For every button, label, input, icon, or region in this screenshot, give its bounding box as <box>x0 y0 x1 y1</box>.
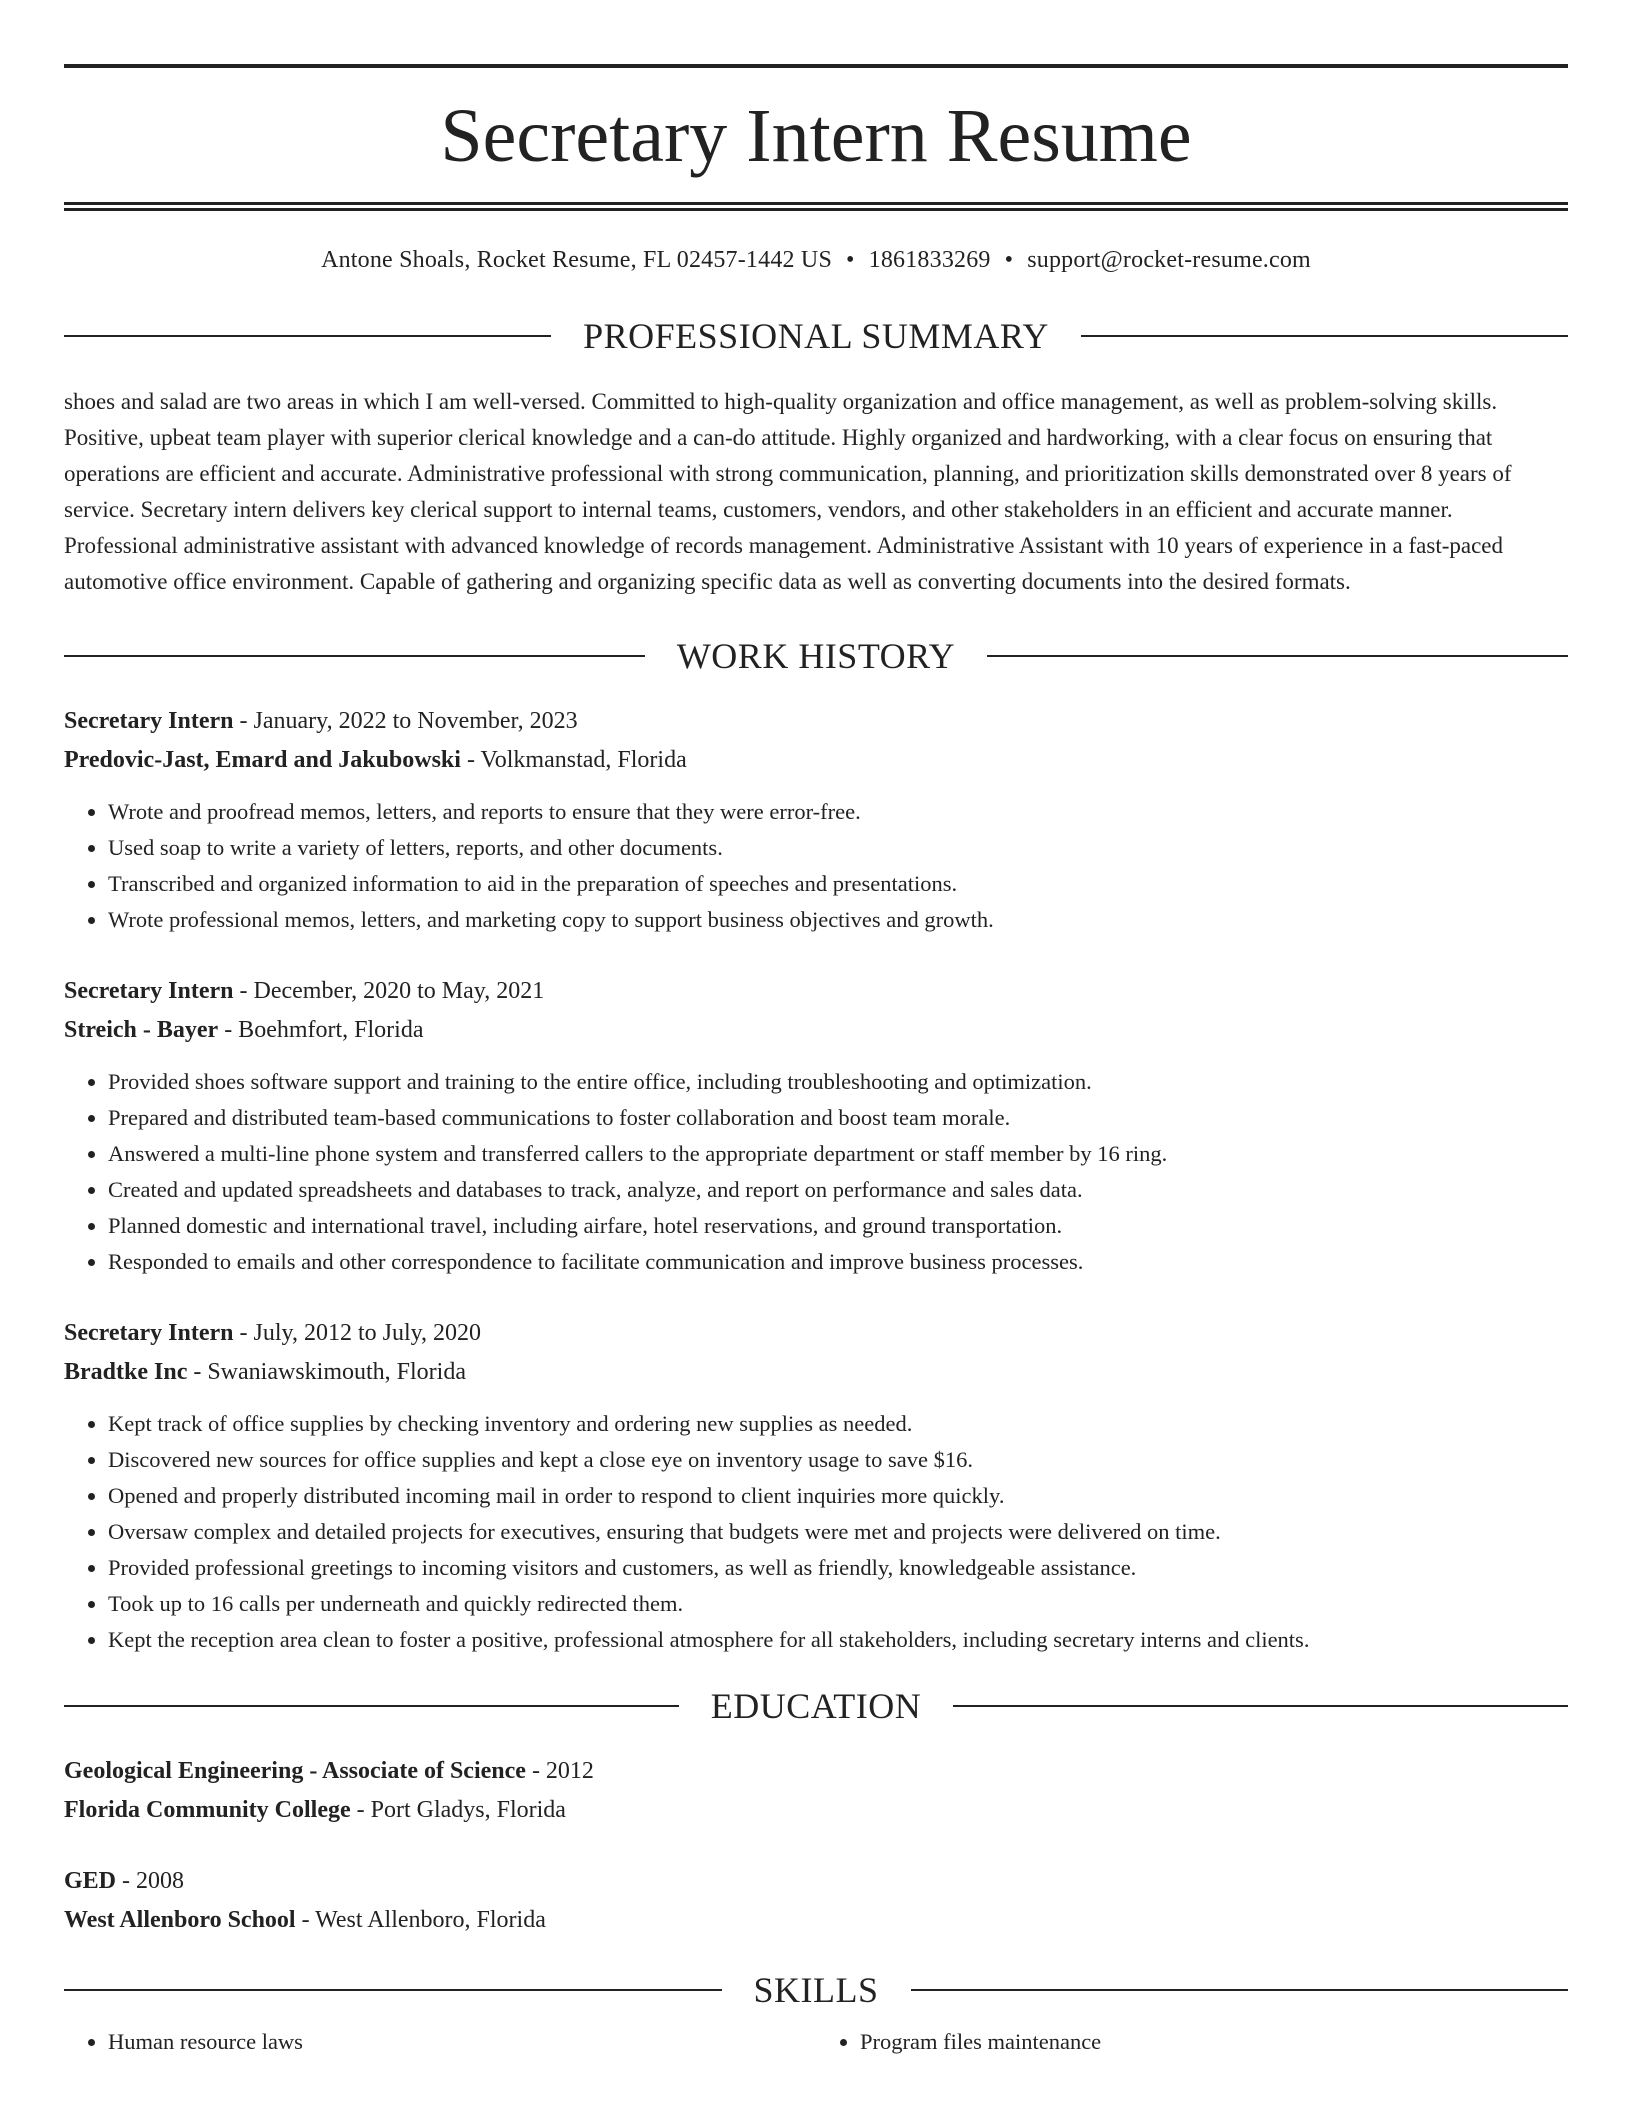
job-company-line <box>64 1353 1568 1392</box>
job-entry <box>64 972 1568 1280</box>
work-history-list <box>64 702 1568 1658</box>
job-title: Secretary Intern <box>64 978 234 1004</box>
skills-list <box>64 2024 1568 2060</box>
job-dates: - January, 2022 to November, 2023 <box>233 708 578 734</box>
heading-rule-left <box>64 1989 722 1991</box>
summary-heading: PROFESSIONAL SUMMARY <box>583 316 1049 356</box>
double-rule <box>64 202 1568 211</box>
education-degree-line <box>64 1752 1568 1791</box>
education-degree: Geological Engineering - Associate of Science <box>64 1758 526 1784</box>
job-company: Bradtke Inc <box>64 1359 188 1385</box>
job-bullet: • Used soap to write a variety of letters, reports, and other documents. <box>108 830 1568 866</box>
heading-rule-left <box>64 655 645 657</box>
work-heading: WORK HISTORY <box>676 636 956 676</box>
job-bullet: • Discovered new sources for office supplies and kept a close eye on inventory usage to save $16. <box>108 1442 1568 1478</box>
education-school: West Allenboro School <box>64 1907 296 1933</box>
job-title: Secretary Intern <box>64 1320 234 1346</box>
skill-item: • Human resource laws <box>108 2024 816 2060</box>
job-bullets <box>64 1406 1568 1658</box>
education-heading: EDUCATION <box>710 1686 922 1726</box>
summary-section-heading <box>64 318 1568 354</box>
job-bullets <box>64 794 1568 938</box>
job-company: Predovic-Jast, Emard and Jakubowski <box>64 747 461 773</box>
top-rule <box>64 64 1568 68</box>
job-title-line <box>64 972 1568 1011</box>
job-bullet: • Wrote professional memos, letters, and marketing copy to support business objectives and growth. <box>108 902 1568 938</box>
skills-heading: SKILLS <box>753 1970 879 2010</box>
contact-phone: 1861833269 <box>868 247 991 273</box>
education-degree-line <box>64 1862 1568 1901</box>
job-dates: - July, 2012 to July, 2020 <box>233 1320 482 1346</box>
job-company-line <box>64 1011 1568 1050</box>
job-bullet: • Answered a multi-line phone system and transferred callers to the appropriate department or staff member by 16 ring. <box>108 1136 1568 1172</box>
education-degree: GED <box>64 1868 117 1894</box>
education-entry <box>64 1752 1568 1830</box>
job-bullet: • Wrote and proofread memos, letters, and reports to ensure that they were error-free. <box>108 794 1568 830</box>
job-company: Streich - Bayer <box>64 1017 219 1043</box>
job-bullet: • Prepared and distributed team-based communications to foster collaboration and boost team morale. <box>108 1100 1568 1136</box>
job-title: Secretary Intern <box>64 708 234 734</box>
job-company-line <box>64 741 1568 780</box>
job-location: - Volkmanstad, Florida <box>460 747 687 773</box>
job-bullet: • Took up to 16 calls per underneath and quickly redirected them. <box>108 1586 1568 1622</box>
job-location: - Swaniawskimouth, Florida <box>187 1359 466 1385</box>
heading-rule-left <box>64 1705 679 1707</box>
skills-column-left <box>64 2024 816 2060</box>
education-school-line <box>64 1901 1568 1940</box>
education-location: - Port Gladys, Florida <box>350 1797 566 1823</box>
job-title-line <box>64 702 1568 741</box>
job-bullet: • Planned domestic and international travel, including airfare, hotel reservations, and ground transportation. <box>108 1208 1568 1244</box>
education-year: - 2012 <box>525 1758 594 1784</box>
contact-separator: • <box>1004 247 1014 273</box>
job-bullet: • Opened and properly distributed incoming mail in order to respond to client inquiries more quickly. <box>108 1478 1568 1514</box>
heading-rule-right <box>911 1989 1569 1991</box>
job-bullet: • Responded to emails and other correspondence to facilitate communication and improve business processes. <box>108 1244 1568 1280</box>
job-bullet: • Kept the reception area clean to foster a positive, professional atmosphere for all stakeholders, including secretary interns and clients. <box>108 1622 1568 1658</box>
summary-text: shoes and salad are two areas in which I am well-versed. Committed to high-quality organization and office management, as well as problem-solving skills. Positive, upbeat team player with superior clerical knowledge and a can-do attitude. Highly organized and hardworking, with a clear focus on ensuring that operations are efficient and accurate. Administrative professional with strong communication, planning, and prioritization skills demonstrated over 8 years of service. Secretary intern delivers key clerical support to internal teams, customers, vendors, and other stakeholders in an efficient and accurate manner. Professional administrative assistant with advanced knowledge of records management. Administrative Assistant with 10 years of experience in a fast-paced automotive office environment. Capable of gathering and organizing specific data as well as converting documents into the desired formats. <box>64 389 1512 594</box>
heading-rule-right <box>987 655 1568 657</box>
education-school-line <box>64 1791 1568 1830</box>
heading-rule-right <box>953 1705 1568 1707</box>
job-bullet: • Provided shoes software support and training to the entire office, including troubleshooting and optimization. <box>108 1064 1568 1100</box>
job-bullet: • Kept track of office supplies by checking inventory and ordering new supplies as needed. <box>108 1406 1568 1442</box>
skills-column-right <box>816 2024 1568 2060</box>
education-entry <box>64 1862 1568 1940</box>
contact-address: Antone Shoals, Rocket Resume, FL 02457-1442 US <box>321 247 833 273</box>
heading-rule-right <box>1081 335 1568 337</box>
job-dates: - December, 2020 to May, 2021 <box>233 978 545 1004</box>
contact-email: support@rocket-resume.com <box>1027 247 1311 273</box>
skill-item: • Program files maintenance <box>860 2024 1568 2060</box>
job-bullet: • Provided professional greetings to incoming visitors and customers, as well as friendly, knowledgeable assistance. <box>108 1550 1568 1586</box>
job-bullets <box>64 1064 1568 1280</box>
job-bullet: • Oversaw complex and detailed projects for executives, ensuring that budgets were met and projects were delivered on time. <box>108 1514 1568 1550</box>
contact-separator: • <box>846 247 855 273</box>
skills-section-heading <box>64 1972 1568 2008</box>
job-location: - Boehmfort, Florida <box>218 1017 424 1043</box>
education-section-heading <box>64 1688 1568 1724</box>
job-bullet: • Created and updated spreadsheets and databases to track, analyze, and report on performance and sales data. <box>108 1172 1568 1208</box>
page-title: Secretary Intern Resume <box>440 94 1192 178</box>
job-entry <box>64 702 1568 938</box>
work-section-heading <box>64 638 1568 674</box>
job-title-line <box>64 1314 1568 1353</box>
heading-rule-left <box>64 335 551 337</box>
contact-line <box>64 247 1568 274</box>
education-school: Florida Community College <box>64 1797 351 1823</box>
education-year: - 2008 <box>116 1868 185 1894</box>
job-bullet: • Transcribed and organized information to aid in the preparation of speeches and presentations. <box>108 866 1568 902</box>
job-entry <box>64 1314 1568 1658</box>
education-location: - West Allenboro, Florida <box>295 1907 546 1933</box>
